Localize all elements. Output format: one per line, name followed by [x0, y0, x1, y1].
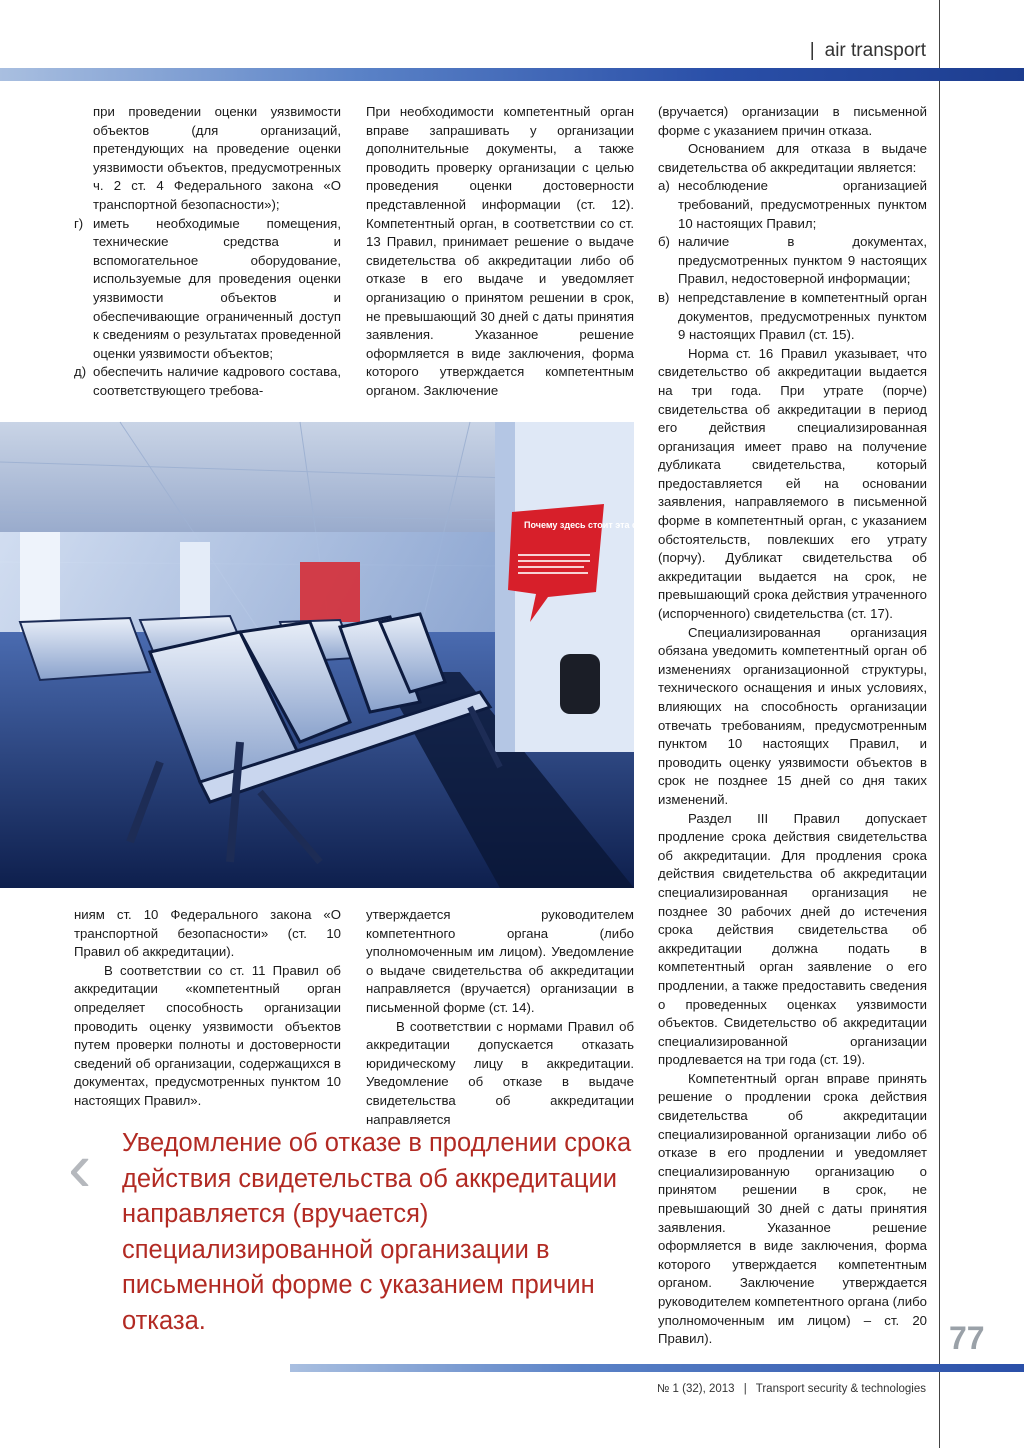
column-3 — [658, 103, 927, 1349]
list-marker: д) — [74, 364, 87, 380]
list-item-text: обеспечить наличие кадрового состава, соответствующего требова- — [93, 364, 341, 398]
list-item-text: непредставление в компетентный орган документов, предусмотренных пунктом 9 настоящих Правил (ст. 15). — [678, 289, 927, 343]
footer — [657, 1383, 926, 1395]
list-marker: в) — [658, 289, 670, 305]
list-item-b — [658, 233, 927, 289]
column-2-top — [366, 103, 634, 401]
paragraph: при проведении оценки уязвимости объектов (для организаций, претендующих на проведение оценки уязвимости объектов, предусмотренных ч. 2 ст. 4 Федерального закона «О транспортной безопасности»); — [93, 104, 341, 212]
page-right-rule — [939, 0, 940, 1448]
footer-issue: № 1 (32), 2013 — [657, 1383, 735, 1395]
paragraph: При необходимости компетентный орган вправе запрашивать у организации дополнительные документы, а также проводить проверку организации с целью проведения оценки достоверности представленной информации (ст. 12). Компетентный орган, в соответствии со ст. 13 Правил, принимает решение о выдаче свидетельства об аккредитации либо об отказе в его выдаче и уведомляет организацию о принятом решении в срок, не превышающий 30 дней с даты принятия заявления. Указанное решение оформляется в виде заключения, форма которого утверждается компетентным органом. Заключение — [366, 104, 634, 398]
column-1-top — [74, 103, 341, 401]
paragraph: В соответствии с нормами Правил об аккредитации допускается отказать юридическому лицу в аккредитации. Уведомление об отказе в выдаче свидетельства об аккредитации направляется — [366, 1018, 634, 1127]
list-marker: б) — [658, 234, 670, 250]
paragraph: В соответствии со ст. 11 Правил об аккредитации «компетентный орган определяет способность организации проводить оценку уязвимости объектов путем проверки полноты и достоверности сведений об организации, содержащихся в документах, предусмотренных пунктом 10 настоящих Правил». — [74, 962, 341, 1108]
airport-waiting-hall-photo — [0, 422, 664, 888]
paragraph: утверждается руководителем компетентного органа (либо уполномоченным им лицом). Уведомление о выдаче свидетельства об аккредитации направляется (вручается) организации в письменной форме (ст. 14). — [366, 907, 634, 1015]
list-item-v — [658, 289, 927, 345]
poster-title: Почему здесь стоит эта сумка? — [524, 520, 664, 530]
pull-quote: Уведомление об отказе в продлении срока действия свидетельства об аккредитации направляется (вручается) специализированной организации в письменной форме с указанием причин отказа. — [122, 1129, 632, 1335]
column-1-bottom — [74, 906, 341, 1111]
header-color-band — [0, 68, 1024, 81]
list-item-text: наличие в документах, предусмотренных пунктом 9 настоящих Правил, недостоверной информации; — [678, 234, 927, 287]
list-item-text: несоблюдение организацией требований, предусмотренных пунктом 10 настоящих Правил; — [678, 178, 927, 231]
paragraph: Специализированная организация обязана уведомить компетентный орган об изменениях организационной структуры, технического оснащения и иных условиях, влияющих на способность организации отвечать требованиям, предусмотренным пунктом 10 настоящих Правил, и проводить оценку уязвимости объектов в срок не позднее 15 дней со дня таких изменений. — [658, 624, 927, 807]
paragraph: (вручается) организации в письменной форме с указанием причин отказа. — [658, 104, 927, 138]
list-item-d — [74, 363, 341, 400]
backpack — [560, 654, 600, 714]
section-header — [810, 40, 926, 62]
header-separator: | — [809, 40, 815, 61]
footer-separator: | — [743, 1383, 747, 1395]
paragraph: Раздел III Правил допускает продление срока действия свидетельства об аккредитации. Для продления срока действия свидетельства об аккредитации специализированная организация не позднее 30 рабочих дней до истечения срока действия свидетельства об аккредитации должна подать в компетентный орган заявление о его продлении, а также предоставить сведения о проведенных оценках уязвимости объектов. Свидетельство об аккредитации специализированной организации продлевается на три года (ст. 19). — [658, 810, 927, 1068]
page-number: 77 — [949, 1320, 985, 1356]
quote-mark-icon: ‹ — [68, 1128, 92, 1206]
paragraph: Компетентный орган вправе принять решение о продлении срока действия свидетельства об аккредитации специализированной организации либо об отказе в его продлении и уведомляет специализированную организацию о принятом решении в срок, не превышающий 30 дней с даты принятия заявления. Указанное решение оформляется в виде заключения, форма которого утверждается компетентным органом. Заключение утверждается руководителем компетентного органа (либо уполномоченным им лицом) – ст. 20 Правил). — [658, 1070, 927, 1347]
list-item-a — [658, 177, 927, 233]
paragraph: Основанием для отказа в выдаче свидетельства об аккредитации является: — [658, 141, 927, 175]
footer-magazine: Transport security & technologies — [755, 1383, 926, 1395]
list-marker: г) — [74, 215, 84, 231]
paragraph: Норма ст. 16 Правил указывает, что свидетельство об аккредитации выдается на три года. При утрате (порче) свидетельства об аккредитации в период его действия специализированная организация имеет право на получение дубликата свидетельства, который предоставляется ей на основании заявления, направляемого в письменной форме в компетентный орган, с указанием обстоятельств, повлекших его утрату (порчу). Дубликат свидетельства об аккредитации выдается на срок, не превышающий срока действия утраченного (испорченного) свидетельства (ст. 17). — [658, 345, 927, 622]
list-marker: а) — [658, 178, 670, 194]
footer-color-band — [290, 1364, 1024, 1372]
list-item-g — [74, 215, 341, 364]
list-item-text: иметь необходимые помещения, технические средства и вспомогательное оборудование, используемые для проведения оценки уязвимости объектов и обеспечивающие ограниченный доступ к сведениям о результатах проведенной оценки уязвимости объектов; — [93, 215, 341, 361]
paragraph: ниям ст. 10 Федерального закона «О транспортной безопасности» (ст. 10 Правил об аккредитации). — [74, 907, 341, 960]
section-title: air transport — [824, 40, 926, 61]
column-2-bottom — [366, 906, 634, 1129]
